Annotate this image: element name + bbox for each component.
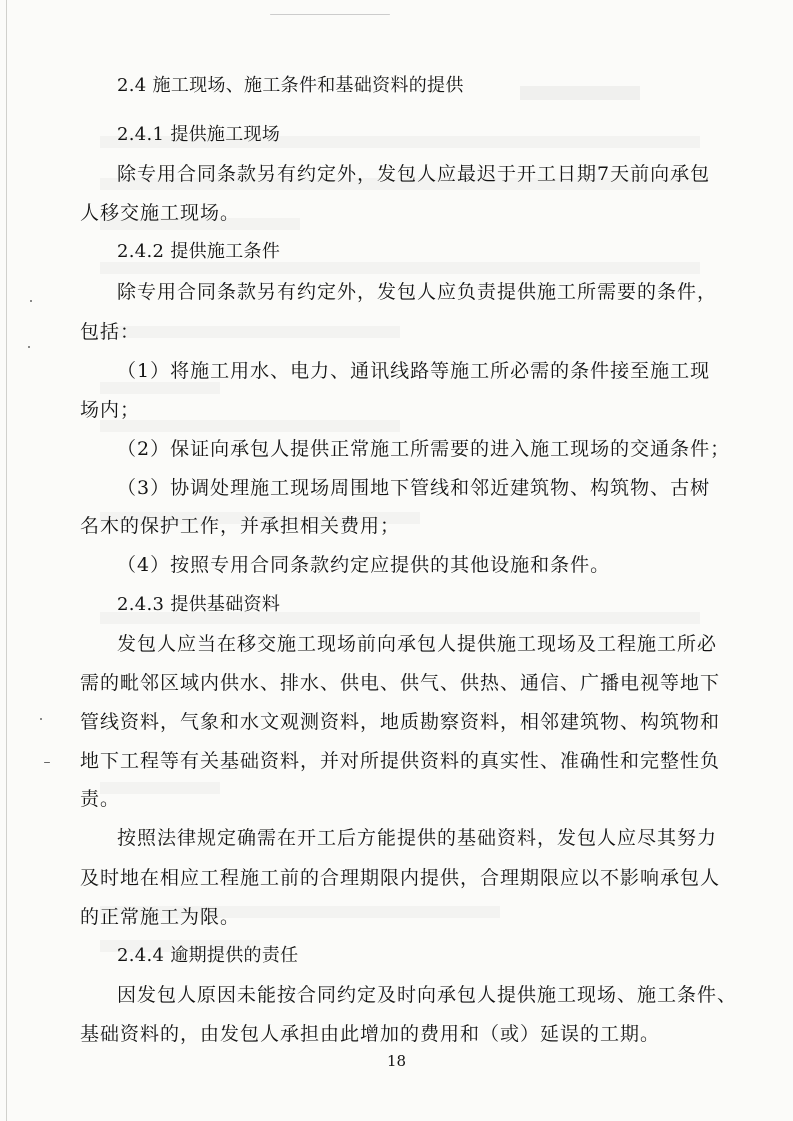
list-item-line: （3）协调处理施工现场周围地下管线和邻近建筑物、构筑物、古树: [117, 477, 711, 499]
subsection-heading: 2.4.1 提供施工现场: [117, 124, 281, 145]
list-item-line: （1）将施工用水、电力、通讯线路等施工所必需的条件接至施工现: [117, 360, 711, 382]
page-number: 18: [386, 1052, 407, 1070]
paragraph-line: 因发包人原因未能按合同约定及时向承包人提供施工现场、施工条件、: [117, 984, 738, 1006]
section-heading: 2.4 施工现场、施工条件和基础资料的提供: [117, 75, 464, 96]
paragraph-line: 按照法律规定确需在开工后方能提供的基础资料，发包人应尽其努力: [117, 827, 718, 849]
list-item-line: 场内；: [80, 399, 141, 421]
paragraph-line: 需的毗邻区域内供水、排水、供电、供气、供热、通信、广播电视等地下: [80, 672, 721, 694]
paragraph-line: 除专用合同条款另有约定外，发包人应负责提供施工所需要的条件，: [117, 281, 718, 303]
paragraph-line: 责。: [80, 788, 121, 810]
paragraph-line: 管线资料，气象和水文观测资料，地质勘察资料，相邻建筑物、构筑物和: [80, 711, 721, 733]
paragraph-line: 人移交施工现场。: [80, 202, 241, 224]
subsection-heading: 2.4.4 逾期提供的责任: [117, 945, 299, 966]
subsection-heading: 2.4.2 提供施工条件: [117, 241, 281, 262]
paragraph-line: 基础资料的，由发包人承担由此增加的费用和（或）延误的工期。: [80, 1023, 661, 1045]
scan-edge-line: [6, 0, 7, 1121]
paragraph-line: 包括：: [80, 321, 141, 343]
subsection-heading: 2.4.3 提供基础资料: [117, 594, 281, 615]
paragraph-line: 及时地在相应工程施工前的合理期限内提供，合理期限应以不影响承包人: [80, 867, 721, 889]
list-item-line: （2）保证向承包人提供正常施工所需要的进入施工现场的交通条件；: [117, 438, 731, 460]
paragraph-line: 地下工程等有关基础资料，并对所提供资料的真实性、准确性和完整性负: [80, 750, 721, 772]
list-item-line: （4）按照专用合同条款约定应提供的其他设施和条件。: [117, 554, 611, 576]
paragraph-line: 除专用合同条款另有约定外，发包人应最迟于开工日期7天前向承包: [117, 163, 711, 185]
list-item-line: 名木的保护工作，并承担相关费用；: [80, 515, 401, 537]
paragraph-line: 的正常施工为限。: [80, 906, 241, 928]
paragraph-line: 发包人应当在移交施工现场前向承包人提供施工现场及工程施工所必: [117, 633, 718, 655]
